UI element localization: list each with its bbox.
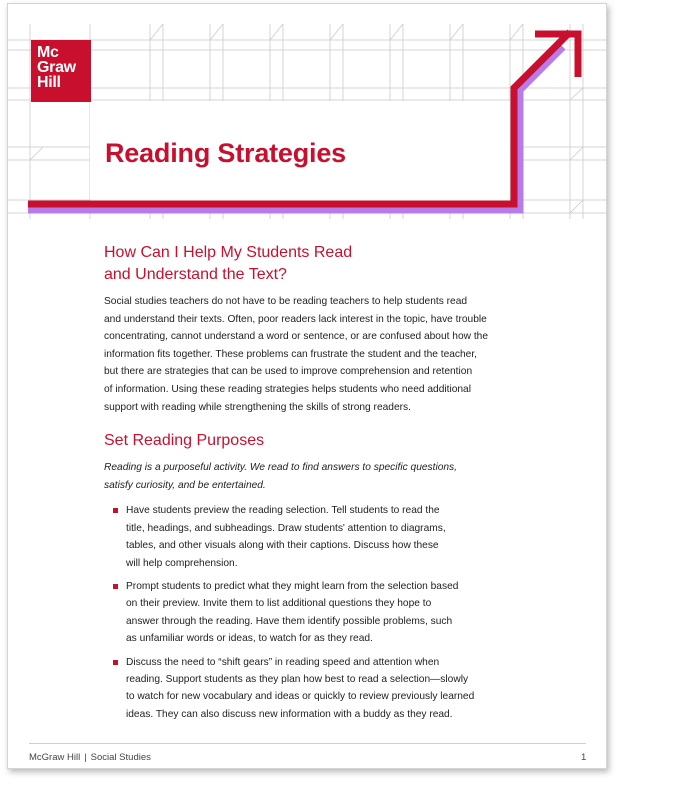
- bullet-line: Discuss the need to “shift gears” in reading speed and attention when: [126, 656, 440, 668]
- footer-subject: Social Studies: [90, 752, 151, 763]
- paragraph-line: Social studies teachers do not have to be reading teachers to help students read: [104, 296, 468, 307]
- bullet-line: as unfamiliar words or ideas, to watch for as they read.: [126, 633, 373, 645]
- bullet-line: on their preview. Invite them to list additional questions they hope to: [126, 598, 432, 610]
- logo-line-3: Hill: [37, 74, 61, 91]
- paragraph-line: concentrating, cannot understand a word or sentence, or are confused about how the: [104, 331, 488, 343]
- bullet-line: reading. Support students as they plan how best to read a selection—slowly: [126, 674, 469, 685]
- heading-line-1: How Can I Help My Students Read: [104, 244, 353, 261]
- intro-line: satisfy curiosity, and be entertained.: [104, 479, 266, 491]
- mcgraw-hill-logo: [31, 40, 91, 102]
- section-heading-help-students: [104, 242, 524, 286]
- footer-separator: |: [84, 752, 87, 763]
- bullet-line: Have students preview the reading selection. Tell students to read the: [126, 505, 440, 517]
- footer-publisher: McGraw Hill: [29, 752, 81, 763]
- bullet-line: will help comprehension.: [126, 557, 238, 569]
- bullet-line: answer through the reading. Have them identify possible problems, such: [126, 615, 453, 627]
- paragraph-line: of information. Using these reading strategies helps students who need additional: [104, 383, 471, 395]
- page-number: 1: [581, 752, 587, 763]
- strategy-list: [104, 502, 524, 723]
- square-bullet-icon: [113, 660, 118, 665]
- paragraph-line: but there are strategies that can be used to improve comprehension and retention: [104, 366, 473, 378]
- paragraph-line: support with reading while strengthening the skills of strong readers.: [104, 401, 411, 413]
- paragraph-line: and understand their texts. Often, poor readers lack interest in the topic, have trouble: [104, 313, 487, 325]
- list-item: [104, 502, 524, 572]
- bullet-line: Prompt students to predict what they might learn from the selection based: [126, 580, 459, 592]
- intro-paragraph: [104, 293, 524, 416]
- intro-line: Reading is a purposeful activity. We read to find answers to specific questions,: [104, 462, 457, 474]
- square-bullet-icon: [113, 508, 118, 513]
- bullet-line: ideas. They can also discuss new information with a buddy as they read.: [126, 708, 453, 720]
- footer-divider: [29, 743, 586, 744]
- paragraph-line: information fits together. These problems can frustrate the student and the teacher,: [104, 348, 478, 360]
- logo-line-2: Graw: [37, 59, 76, 76]
- bullet-line: title, headings, and subheadings. Draw students' attention to diagrams,: [126, 522, 446, 534]
- section-intro-italic: [104, 459, 524, 494]
- bullet-line: to watch for new vocabulary and ideas or quickly to review previously learned: [126, 691, 475, 703]
- list-item: [104, 578, 524, 648]
- list-item: [104, 654, 524, 724]
- logo-line-1: Mc: [37, 44, 59, 61]
- section-heading-set-reading-purposes: Set Reading Purposes: [104, 432, 265, 450]
- heading-line-2: and Understand the Text?: [104, 266, 287, 283]
- bullet-line: tables, and other visuals along with their captions. Discuss how these: [126, 540, 439, 552]
- header-banner: [8, 4, 606, 234]
- document-page: [7, 3, 607, 769]
- square-bullet-icon: [113, 584, 118, 589]
- footer-credit: [29, 752, 151, 763]
- page-title: Reading Strategies: [105, 138, 346, 168]
- main-content: [104, 242, 524, 729]
